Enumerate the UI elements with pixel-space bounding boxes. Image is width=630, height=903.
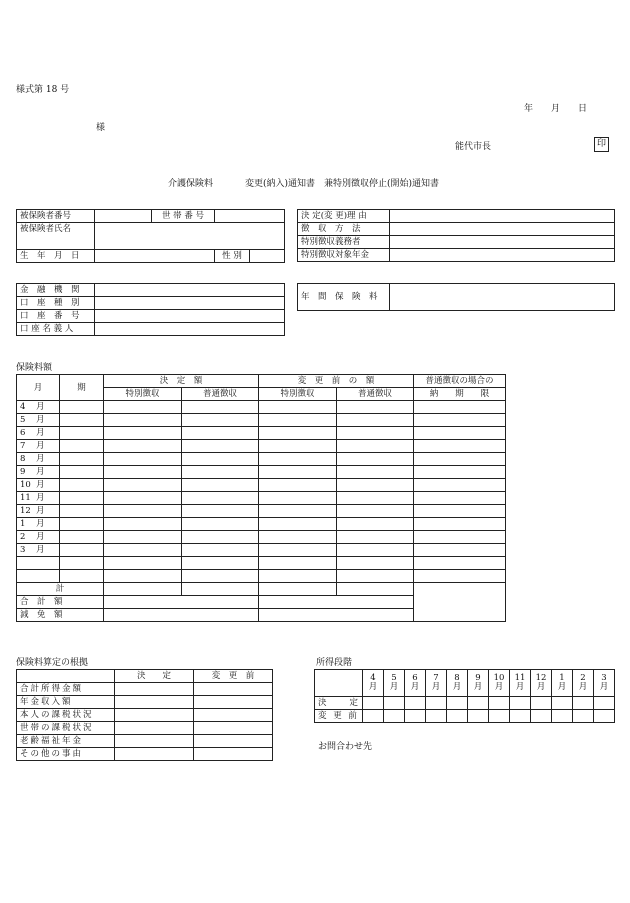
premium-table (16, 374, 506, 622)
basis-cell[interactable] (115, 709, 194, 722)
bank-value[interactable] (95, 284, 285, 297)
insured-info-table (16, 209, 285, 263)
insured-number-label: 被保険者番号 (17, 210, 95, 223)
premium-month-label (17, 518, 60, 531)
month-number: 11 (20, 493, 31, 503)
month-unit: 月 (36, 454, 45, 464)
annual-premium-label: 年 間 保 険 料 (298, 284, 390, 311)
premium-cell[interactable] (337, 505, 414, 518)
blank-month-cell[interactable] (17, 557, 60, 570)
premium-month-row (17, 531, 506, 544)
premium-month-row (17, 544, 506, 557)
sex-value[interactable] (250, 250, 285, 263)
month-unit: 月 (36, 519, 45, 529)
blank-period-cell[interactable] (60, 557, 104, 570)
premium-cell[interactable] (182, 492, 259, 505)
month-unit: 月 (36, 545, 45, 555)
income-before-label: 変 更 前 (315, 710, 363, 723)
premium-cell[interactable] (414, 427, 506, 440)
income-level-cell[interactable] (447, 710, 468, 723)
premium-cell[interactable] (104, 401, 182, 414)
premium-cell[interactable] (60, 440, 104, 453)
income-section-title: 所得段階 (316, 658, 353, 668)
premium-cell[interactable] (414, 505, 506, 518)
premium-month-label (17, 531, 60, 544)
premium-cell[interactable] (259, 492, 337, 505)
decided-normal-header: 普通徴収 (182, 388, 259, 401)
month-number: 10 (20, 480, 31, 490)
income-level-cell[interactable] (573, 710, 594, 723)
total-label: 合 計 額 (17, 596, 104, 609)
premium-section-title: 保険料額 (16, 363, 53, 373)
document-title-part2: 変更(納入)通知書 兼特別徴収停止(開始)通知書 (245, 179, 440, 189)
total-before-value[interactable] (259, 596, 414, 609)
income-level-cell[interactable] (510, 710, 531, 723)
insured-name-value[interactable] (95, 223, 285, 250)
premium-month-label (17, 427, 60, 440)
income-level-table (314, 669, 615, 723)
target-pension-label: 特別徴収対象年金 (298, 249, 390, 262)
income-month-number: 8 (454, 673, 460, 683)
premium-cell[interactable] (104, 466, 182, 479)
month-unit: 月 (36, 428, 45, 438)
premium-cell[interactable] (414, 492, 506, 505)
issuer-name: 能代市長 (455, 142, 492, 152)
basis-row-label: 本人の課税状況 (17, 709, 115, 722)
premium-cell[interactable] (104, 505, 182, 518)
before-special-header: 特別徴収 (259, 388, 337, 401)
income-level-cell[interactable] (426, 710, 447, 723)
month-unit: 月 (36, 441, 45, 451)
blank-cell[interactable] (182, 570, 259, 583)
premium-cell[interactable] (414, 401, 506, 414)
income-corner (315, 670, 363, 697)
month-unit: 月 (36, 467, 45, 477)
premium-cell[interactable] (104, 440, 182, 453)
premium-month-row (17, 492, 506, 505)
insured-name-label: 被保険者氏名 (17, 223, 95, 250)
month-number: 7 (20, 441, 26, 451)
income-month-unit: 月 (368, 682, 378, 692)
basis-cell[interactable] (115, 696, 194, 709)
month-unit: 月 (36, 532, 45, 542)
income-month-number: 6 (412, 673, 418, 683)
income-month-number: 10 (493, 673, 505, 683)
premium-cell[interactable] (259, 466, 337, 479)
premium-cell[interactable] (259, 505, 337, 518)
income-level-cell[interactable] (447, 697, 468, 710)
month-number: 8 (20, 454, 26, 464)
premium-cell[interactable] (337, 466, 414, 479)
basis-row (17, 748, 273, 761)
col-month-header: 月 (17, 375, 60, 401)
income-level-cell[interactable] (594, 710, 615, 723)
income-month-unit: 月 (515, 682, 525, 692)
basis-section-title: 保険料算定の根拠 (16, 658, 89, 668)
income-month-unit: 月 (452, 682, 462, 692)
premium-cell[interactable] (414, 453, 506, 466)
addressee-suffix: 様 (96, 123, 106, 133)
premium-cell[interactable] (259, 544, 337, 557)
premium-cell[interactable] (104, 544, 182, 557)
premium-month-label (17, 492, 60, 505)
income-level-cell[interactable] (405, 710, 426, 723)
income-level-cell[interactable] (363, 710, 384, 723)
premium-cell[interactable] (60, 492, 104, 505)
basis-cell[interactable] (115, 735, 194, 748)
premium-cell[interactable] (182, 544, 259, 557)
collection-method-value[interactable] (390, 223, 615, 236)
basis-table (16, 669, 273, 761)
income-month-number: 12 (535, 673, 547, 683)
col-decided-header: 決 定 額 (104, 375, 259, 388)
premium-cell[interactable] (104, 492, 182, 505)
income-month-number: 4 (370, 673, 376, 683)
special-collector-value[interactable] (390, 236, 615, 249)
month-number: 12 (20, 506, 31, 516)
income-decided-label: 決 定 (315, 697, 363, 710)
premium-month-row (17, 427, 506, 440)
basis-row-label: 年金収入額 (17, 696, 115, 709)
premium-cell[interactable] (182, 518, 259, 531)
premium-month-row (17, 518, 506, 531)
premium-month-label (17, 466, 60, 479)
month-number: 3 (20, 545, 26, 555)
income-month-header (489, 670, 510, 697)
income-level-cell[interactable] (468, 697, 489, 710)
premium-cell[interactable] (337, 440, 414, 453)
income-level-cell[interactable] (363, 697, 384, 710)
premium-cell[interactable] (104, 414, 182, 427)
blank-cell[interactable] (414, 557, 506, 570)
col-due-header-line1: 普通徴収の場合の (414, 375, 506, 388)
basis-row-label: 老齢福祉年金 (17, 735, 115, 748)
premium-cell[interactable] (60, 518, 104, 531)
income-month-unit: 月 (536, 682, 546, 692)
premium-month-row (17, 414, 506, 427)
income-month-unit: 月 (473, 682, 483, 692)
premium-month-row (17, 505, 506, 518)
col-period-header: 期 (60, 375, 104, 401)
basis-before-header: 変 更 前 (194, 670, 273, 683)
premium-month-label (17, 414, 60, 427)
basis-cell[interactable] (115, 722, 194, 735)
income-month-number: 11 (514, 673, 526, 683)
income-month-number: 7 (433, 673, 439, 683)
before-normal-header: 普通徴収 (337, 388, 414, 401)
income-month-unit: 月 (431, 682, 441, 692)
month-unit: 月 (36, 493, 45, 503)
blank-cell[interactable] (414, 570, 506, 583)
income-month-number: 2 (580, 673, 586, 683)
premium-cell[interactable] (259, 440, 337, 453)
income-month-header (594, 670, 615, 697)
basis-row (17, 683, 273, 696)
month-number: 9 (20, 467, 26, 477)
income-level-cell[interactable] (594, 697, 615, 710)
reduction-before-value[interactable] (259, 609, 414, 622)
premium-cell[interactable] (182, 453, 259, 466)
decision-reason-label: 決 定(変 更)理 由 (298, 210, 390, 223)
premium-month-label (17, 479, 60, 492)
month-number: 4 (20, 402, 26, 412)
premium-cell[interactable] (259, 518, 337, 531)
basis-row (17, 696, 273, 709)
income-level-cell[interactable] (552, 710, 573, 723)
premium-cell[interactable] (259, 479, 337, 492)
month-unit: 月 (36, 415, 45, 425)
income-level-cell[interactable] (405, 697, 426, 710)
premium-cell[interactable] (60, 453, 104, 466)
premium-cell[interactable] (104, 518, 182, 531)
premium-cell[interactable] (60, 466, 104, 479)
income-level-cell[interactable] (384, 710, 405, 723)
subtotal-before-normal[interactable] (337, 583, 414, 596)
premium-cell[interactable] (259, 401, 337, 414)
income-month-header (531, 670, 552, 697)
income-month-header (447, 670, 468, 697)
basis-cell[interactable] (194, 722, 273, 735)
premium-cell[interactable] (337, 531, 414, 544)
premium-month-label (17, 440, 60, 453)
premium-cell[interactable] (414, 544, 506, 557)
decision-table (297, 209, 615, 262)
income-month-number: 9 (475, 673, 481, 683)
subtotal-decided-special[interactable] (104, 583, 182, 596)
basis-cell[interactable] (115, 683, 194, 696)
household-number-value[interactable] (215, 210, 285, 223)
blank-cell[interactable] (259, 570, 337, 583)
premium-cell[interactable] (182, 505, 259, 518)
premium-month-row (17, 440, 506, 453)
premium-cell[interactable] (337, 427, 414, 440)
income-month-header (363, 670, 384, 697)
special-collector-label: 特別徴収義務者 (298, 236, 390, 249)
basis-corner (17, 670, 115, 683)
household-number-label: 世 帯 番 号 (152, 210, 215, 223)
income-month-header (384, 670, 405, 697)
premium-cell[interactable] (337, 414, 414, 427)
collection-method-label: 徴 収 方 法 (298, 223, 390, 236)
basis-row (17, 709, 273, 722)
premium-cell[interactable] (182, 466, 259, 479)
premium-cell[interactable] (60, 401, 104, 414)
income-month-header (552, 670, 573, 697)
basis-cell[interactable] (194, 683, 273, 696)
col-due-header-line2: 納 期 限 (414, 388, 506, 401)
insured-number-value[interactable] (95, 210, 152, 223)
blank-cell[interactable] (259, 557, 337, 570)
premium-month-row (17, 479, 506, 492)
premium-cell[interactable] (182, 479, 259, 492)
reduction-decided-value[interactable] (104, 609, 259, 622)
basis-cell[interactable] (194, 696, 273, 709)
premium-cell[interactable] (337, 479, 414, 492)
blank-cell[interactable] (337, 557, 414, 570)
premium-cell[interactable] (182, 531, 259, 544)
premium-cell[interactable] (104, 479, 182, 492)
basis-row-label: その他の事由 (17, 748, 115, 761)
premium-cell[interactable] (104, 453, 182, 466)
premium-cell[interactable] (337, 544, 414, 557)
premium-cell[interactable] (60, 414, 104, 427)
basis-row-label: 世帯の課税状況 (17, 722, 115, 735)
account-type-value[interactable] (95, 297, 285, 310)
premium-cell[interactable] (414, 531, 506, 544)
document-title-part1: 介護保険料 (168, 179, 214, 189)
total-decided-value[interactable] (104, 596, 259, 609)
blank-cell[interactable] (337, 570, 414, 583)
sex-label: 性 別 (215, 250, 250, 263)
target-pension-value[interactable] (390, 249, 615, 262)
month-number: 5 (20, 415, 26, 425)
income-month-header (573, 670, 594, 697)
premium-cell[interactable] (259, 414, 337, 427)
month-number: 2 (20, 532, 26, 542)
income-month-header (426, 670, 447, 697)
bank-account-table (16, 283, 285, 336)
blank-cell[interactable] (104, 570, 182, 583)
bank-label: 金 融 機 関 (17, 284, 95, 297)
premium-cell[interactable] (60, 505, 104, 518)
income-level-cell[interactable] (531, 697, 552, 710)
premium-month-label (17, 453, 60, 466)
income-level-cell[interactable] (384, 697, 405, 710)
income-level-cell[interactable] (489, 697, 510, 710)
premium-cell[interactable] (414, 518, 506, 531)
premium-month-label (17, 544, 60, 557)
premium-cell[interactable] (182, 401, 259, 414)
income-level-cell[interactable] (552, 697, 573, 710)
month-unit: 月 (36, 506, 45, 516)
account-type-label: 口 座 種 別 (17, 297, 95, 310)
col-before-header: 変 更 前 の 額 (259, 375, 414, 388)
premium-cell[interactable] (259, 427, 337, 440)
basis-cell[interactable] (194, 735, 273, 748)
income-level-cell[interactable] (468, 710, 489, 723)
date-line: 年 月 日 (524, 104, 588, 114)
income-month-unit: 月 (599, 682, 609, 692)
premium-month-label (17, 505, 60, 518)
blank-period-cell[interactable] (60, 570, 104, 583)
premium-month-row (17, 466, 506, 479)
income-month-number: 3 (601, 673, 607, 683)
subtotal-decided-normal[interactable] (182, 583, 259, 596)
basis-row-label: 合計所得金額 (17, 683, 115, 696)
blank-month-cell[interactable] (17, 570, 60, 583)
account-holder-value[interactable] (95, 323, 285, 336)
decision-reason-value[interactable] (390, 210, 615, 223)
premium-month-row (17, 453, 506, 466)
income-month-unit: 月 (557, 682, 567, 692)
premium-cell[interactable] (337, 518, 414, 531)
premium-cell[interactable] (414, 440, 506, 453)
premium-cell[interactable] (337, 453, 414, 466)
income-level-cell[interactable] (531, 710, 552, 723)
premium-cell[interactable] (414, 466, 506, 479)
premium-month-label (17, 401, 60, 414)
form-number: 様式第 18 号 (16, 85, 70, 95)
basis-cell[interactable] (194, 709, 273, 722)
premium-cell[interactable] (60, 479, 104, 492)
income-level-cell[interactable] (573, 697, 594, 710)
basis-row (17, 735, 273, 748)
birth-date-value[interactable] (95, 250, 215, 263)
blank-cell[interactable] (182, 557, 259, 570)
month-number: 1 (20, 519, 26, 529)
premium-cell[interactable] (182, 414, 259, 427)
income-month-unit: 月 (494, 682, 504, 692)
contact-label: お問合わせ先 (318, 742, 373, 752)
income-month-number: 1 (559, 673, 565, 683)
income-month-unit: 月 (410, 682, 420, 692)
income-month-unit: 月 (389, 682, 399, 692)
income-month-unit: 月 (578, 682, 588, 692)
annual-premium-value[interactable] (390, 284, 615, 311)
month-unit: 月 (36, 402, 45, 412)
income-level-cell[interactable] (426, 697, 447, 710)
premium-cell[interactable] (259, 453, 337, 466)
premium-cell[interactable] (337, 401, 414, 414)
premium-cell[interactable] (60, 427, 104, 440)
income-level-cell[interactable] (510, 697, 531, 710)
income-level-cell[interactable] (489, 710, 510, 723)
premium-month-row (17, 401, 506, 414)
income-month-header (405, 670, 426, 697)
month-number: 6 (20, 428, 26, 438)
account-number-label: 口 座 番 号 (17, 310, 95, 323)
blank-cell[interactable] (104, 557, 182, 570)
due-date-empty (414, 583, 506, 622)
seal-mark: 印 (594, 137, 609, 152)
basis-row (17, 722, 273, 735)
premium-cell[interactable] (337, 492, 414, 505)
decided-special-header: 特別徴収 (104, 388, 182, 401)
birth-date-label: 生 年 月 日 (17, 250, 95, 263)
premium-cell[interactable] (182, 427, 259, 440)
income-month-number: 5 (391, 673, 397, 683)
income-month-header (468, 670, 489, 697)
account-number-value[interactable] (95, 310, 285, 323)
premium-cell[interactable] (104, 531, 182, 544)
basis-cell[interactable] (115, 748, 194, 761)
subtotal-before-special[interactable] (259, 583, 337, 596)
premium-cell[interactable] (104, 427, 182, 440)
premium-cell[interactable] (414, 414, 506, 427)
premium-cell[interactable] (182, 440, 259, 453)
basis-cell[interactable] (194, 748, 273, 761)
premium-cell[interactable] (60, 531, 104, 544)
premium-cell[interactable] (414, 479, 506, 492)
account-holder-label: 口 座 名 義 人 (17, 323, 95, 336)
reduction-label: 減 免 額 (17, 609, 104, 622)
annual-premium-table (297, 283, 615, 311)
subtotal-label: 計 (17, 583, 104, 596)
premium-cell[interactable] (259, 531, 337, 544)
month-unit: 月 (36, 480, 45, 490)
income-month-header (510, 670, 531, 697)
basis-decided-header: 決 定 (115, 670, 194, 683)
premium-cell[interactable] (60, 544, 104, 557)
